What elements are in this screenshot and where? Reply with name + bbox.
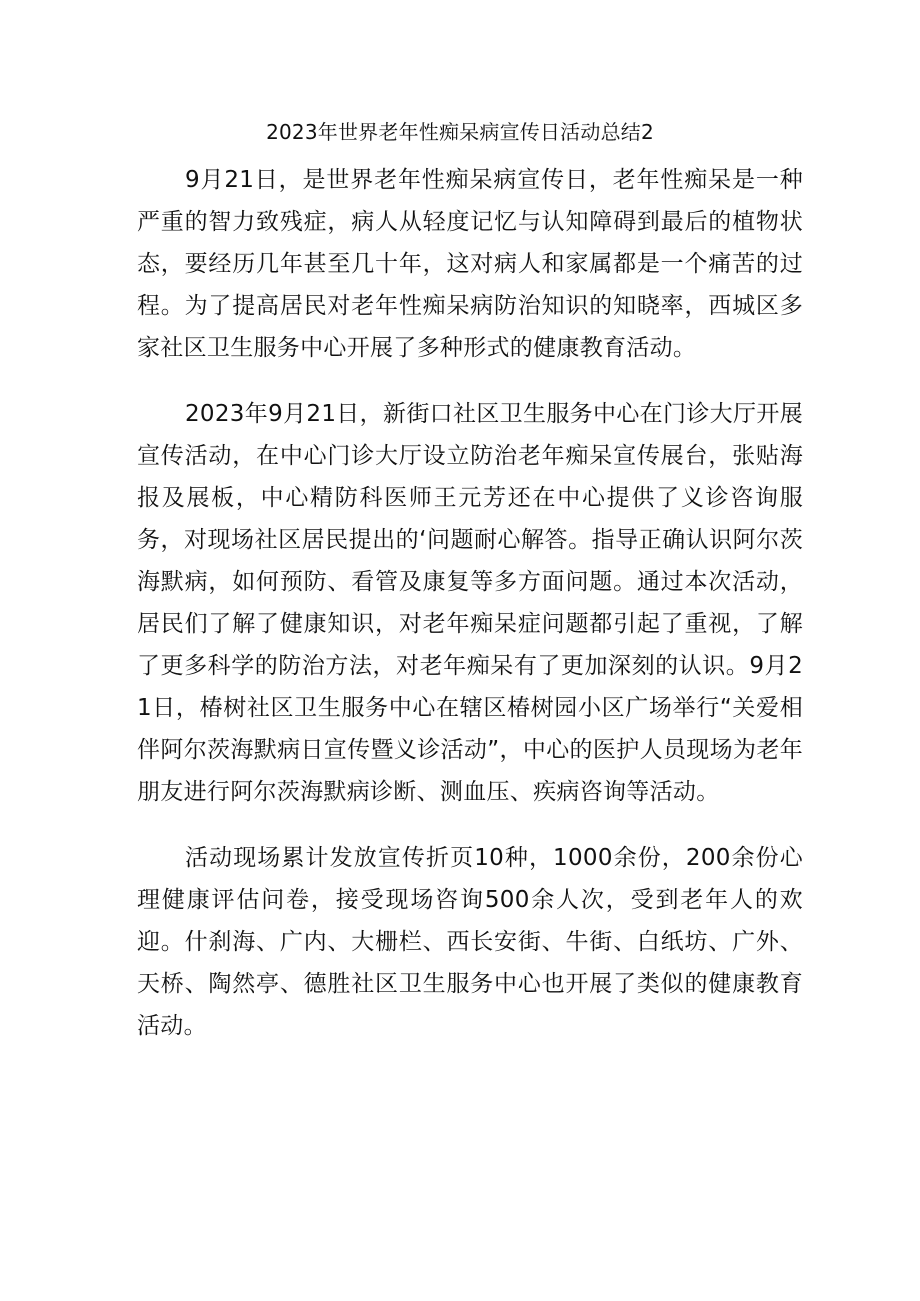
- document-body: [137, 159, 803, 1071]
- paragraph-results: 活动现场累计发放宣传折页10种，1000余份，200余份心理健康评估问卷，接受现场咨询500余人次，受到老年人的欢迎。什刹海、广内、大栅栏、西长安街、牛街、白纸坊、广外、天桥、陶然亭、德胜社区卫生服务中心也开展了类似的健康教育活动。: [137, 845, 803, 1039]
- document-title: 2023年世界老年性痴呆病宣传日活动总结2: [266, 120, 654, 144]
- paragraph-activities: 2023年9月21日，新街口社区卫生服务中心在门诊大厅开展宣传活动，在中心门诊大厅设立防治老年痴呆宣传展台，张贴海报及展板，中心精防科医师王元芳还在中心提供了义诊咨询服务，对现场社区居民提出的‘问题耐心解答。指导正确认识阿尔茨海默病，如何预防、看管及康复等多方面问题。通过本次活动，居民们了解了健康知识，对老年痴呆症问题都引起了重视，了解了更多科学的防治方法，对老年痴呆有了更加深刻的认识。9月21日，椿树社区卫生服务中心在辖区椿树园小区广场举行“关爱相伴阿尔茨海默病日宣传暨义诊活动”，中心的医护人员现场为老年朋友进行阿尔茨海默病诊断、测血压、疾病咨询等活动。: [137, 401, 803, 805]
- paragraph-intro: 9月21日，是世界老年性痴呆病宣传日，老年性痴呆是一种严重的智力致残症，病人从轻度记忆与认知障碍到最后的植物状态，要经历几年甚至几十年，这对病人和家属都是一个痛苦的过程。为了提高居民对老年性痴呆病防治知识的知晓率，西城区多家社区卫生服务中心开展了多种形式的健康教育活动。: [137, 167, 803, 361]
